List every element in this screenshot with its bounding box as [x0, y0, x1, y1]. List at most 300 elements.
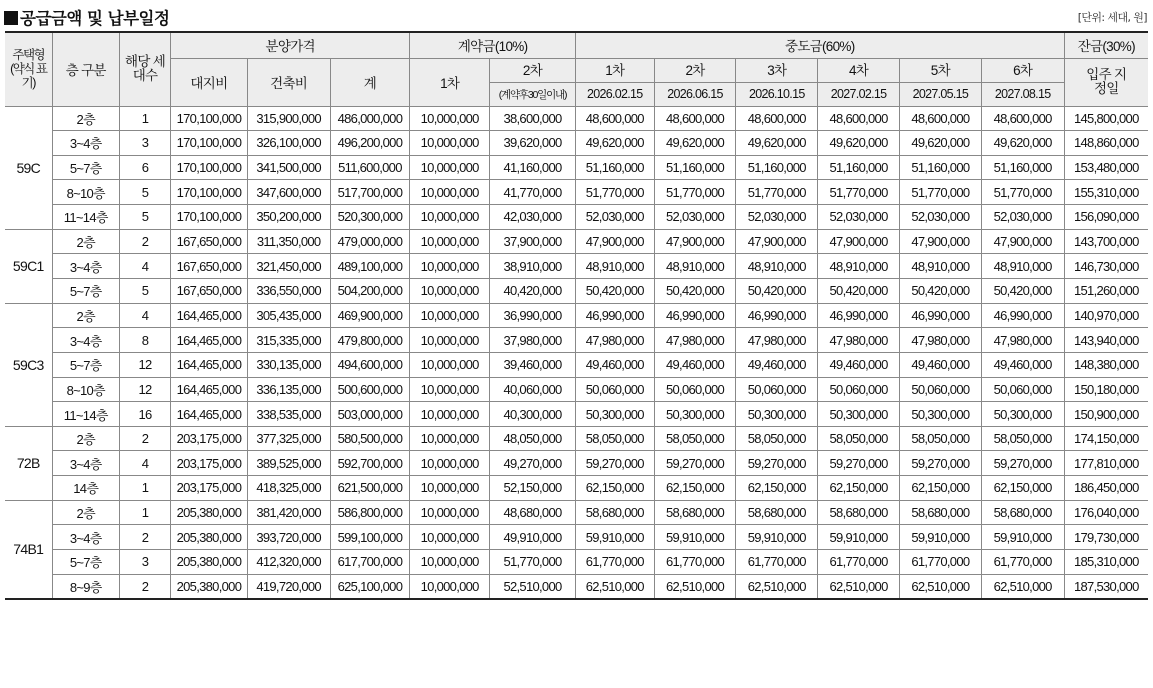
- middle-1-cell: 48,600,000: [575, 106, 654, 131]
- deposit-2-cell: 48,680,000: [490, 500, 576, 525]
- building-cost-cell: 336,550,000: [247, 278, 330, 303]
- middle-6-cell: 47,980,000: [981, 328, 1064, 353]
- balance-cell: 187,530,000: [1064, 574, 1148, 599]
- deposit-1-cell: 10,000,000: [410, 500, 490, 525]
- land-cost-cell: 164,465,000: [171, 352, 248, 377]
- middle-4-cell: 47,900,000: [818, 229, 900, 254]
- deposit-1-cell: 10,000,000: [410, 278, 490, 303]
- middle-1-cell: 50,060,000: [575, 377, 654, 402]
- unit-count-cell: 12: [119, 377, 170, 402]
- floor-cell: 3~4층: [52, 525, 119, 550]
- deposit-1-cell: 10,000,000: [410, 402, 490, 427]
- middle-2-cell: 58,680,000: [654, 500, 736, 525]
- table-row: [5, 525, 1148, 550]
- land-cost-cell: 167,650,000: [171, 278, 248, 303]
- middle-2-cell: 59,910,000: [654, 525, 736, 550]
- middle-6-cell: 48,910,000: [981, 254, 1064, 279]
- balance-cell: 143,700,000: [1064, 229, 1148, 254]
- header-middle-3: 3차: [736, 58, 818, 82]
- middle-4-cell: 59,910,000: [818, 525, 900, 550]
- balance-cell: 143,940,000: [1064, 328, 1148, 353]
- deposit-2-cell: 41,160,000: [490, 155, 576, 180]
- land-cost-cell: 164,465,000: [171, 303, 248, 328]
- deposit-1-cell: 10,000,000: [410, 525, 490, 550]
- table-row: [5, 131, 1148, 156]
- deposit-2-cell: 39,620,000: [490, 131, 576, 156]
- header-middle-1-date: 2026.02.15: [575, 82, 654, 106]
- middle-4-cell: 62,510,000: [818, 574, 900, 599]
- balance-cell: 145,800,000: [1064, 106, 1148, 131]
- total-cell: 580,500,000: [330, 426, 410, 451]
- land-cost-cell: 205,380,000: [171, 574, 248, 599]
- building-cost-cell: 326,100,000: [247, 131, 330, 156]
- total-cell: 617,700,000: [330, 550, 410, 575]
- middle-3-cell: 48,600,000: [736, 106, 818, 131]
- balance-cell: 177,810,000: [1064, 451, 1148, 476]
- unit-count-cell: 12: [119, 352, 170, 377]
- floor-cell: 2층: [52, 106, 119, 131]
- land-cost-cell: 170,100,000: [171, 155, 248, 180]
- building-cost-cell: 377,325,000: [247, 426, 330, 451]
- middle-4-cell: 58,050,000: [818, 426, 900, 451]
- middle-1-cell: 51,770,000: [575, 180, 654, 205]
- middle-1-cell: 52,030,000: [575, 205, 654, 230]
- middle-5-cell: 51,160,000: [899, 155, 981, 180]
- total-cell: 496,200,000: [330, 131, 410, 156]
- floor-cell: 3~4층: [52, 131, 119, 156]
- floor-cell: 3~4층: [52, 451, 119, 476]
- total-cell: 500,600,000: [330, 377, 410, 402]
- header-middle-2: 2차: [654, 58, 736, 82]
- header-deposit-2: 2차: [490, 58, 576, 82]
- table-row: [5, 550, 1148, 575]
- floor-cell: 5~7층: [52, 352, 119, 377]
- header-balance-sub: 입주 지정일: [1064, 58, 1148, 106]
- middle-5-cell: 51,770,000: [899, 180, 981, 205]
- middle-2-cell: 59,270,000: [654, 451, 736, 476]
- floor-cell: 8~9층: [52, 574, 119, 599]
- building-cost-cell: 412,320,000: [247, 550, 330, 575]
- middle-2-cell: 47,900,000: [654, 229, 736, 254]
- unit-count-cell: 1: [119, 106, 170, 131]
- table-row: [5, 352, 1148, 377]
- middle-4-cell: 50,420,000: [818, 278, 900, 303]
- middle-1-cell: 62,150,000: [575, 476, 654, 501]
- middle-2-cell: 62,150,000: [654, 476, 736, 501]
- deposit-2-cell: 49,910,000: [490, 525, 576, 550]
- middle-2-cell: 48,600,000: [654, 106, 736, 131]
- square-bullet-icon: [4, 11, 18, 25]
- middle-4-cell: 50,060,000: [818, 377, 900, 402]
- land-cost-cell: 203,175,000: [171, 426, 248, 451]
- total-cell: 511,600,000: [330, 155, 410, 180]
- table-row: [5, 180, 1148, 205]
- middle-5-cell: 50,300,000: [899, 402, 981, 427]
- middle-2-cell: 49,620,000: [654, 131, 736, 156]
- total-cell: 517,700,000: [330, 180, 410, 205]
- unit-count-cell: 2: [119, 574, 170, 599]
- deposit-2-cell: 42,030,000: [490, 205, 576, 230]
- balance-cell: 176,040,000: [1064, 500, 1148, 525]
- middle-2-cell: 62,510,000: [654, 574, 736, 599]
- land-cost-cell: 170,100,000: [171, 131, 248, 156]
- unit-count-cell: 2: [119, 525, 170, 550]
- middle-1-cell: 49,460,000: [575, 352, 654, 377]
- deposit-2-cell: 38,600,000: [490, 106, 576, 131]
- building-cost-cell: 330,135,000: [247, 352, 330, 377]
- unit-count-cell: 8: [119, 328, 170, 353]
- middle-3-cell: 48,910,000: [736, 254, 818, 279]
- middle-1-cell: 59,910,000: [575, 525, 654, 550]
- middle-6-cell: 61,770,000: [981, 550, 1064, 575]
- middle-1-cell: 58,050,000: [575, 426, 654, 451]
- building-cost-cell: 350,200,000: [247, 205, 330, 230]
- middle-1-cell: 61,770,000: [575, 550, 654, 575]
- page-title-text: 공급금액 및 납부일정: [20, 9, 170, 28]
- middle-6-cell: 49,620,000: [981, 131, 1064, 156]
- building-cost-cell: 315,900,000: [247, 106, 330, 131]
- land-cost-cell: 205,380,000: [171, 500, 248, 525]
- middle-3-cell: 50,300,000: [736, 402, 818, 427]
- building-cost-cell: 315,335,000: [247, 328, 330, 353]
- land-cost-cell: 164,465,000: [171, 328, 248, 353]
- middle-1-cell: 62,510,000: [575, 574, 654, 599]
- deposit-2-cell: 40,300,000: [490, 402, 576, 427]
- title-bar: [0, 0, 1153, 30]
- floor-cell: 5~7층: [52, 278, 119, 303]
- unit-count-cell: 4: [119, 451, 170, 476]
- building-cost-cell: 419,720,000: [247, 574, 330, 599]
- middle-2-cell: 50,300,000: [654, 402, 736, 427]
- header-building-cost: 건축비: [247, 58, 330, 106]
- land-cost-cell: 170,100,000: [171, 180, 248, 205]
- building-cost-cell: 341,500,000: [247, 155, 330, 180]
- deposit-2-cell: 52,150,000: [490, 476, 576, 501]
- middle-6-cell: 50,060,000: [981, 377, 1064, 402]
- header-price-group: 분양가격: [171, 32, 410, 58]
- deposit-1-cell: 10,000,000: [410, 254, 490, 279]
- middle-4-cell: 48,910,000: [818, 254, 900, 279]
- balance-cell: 150,900,000: [1064, 402, 1148, 427]
- middle-3-cell: 49,620,000: [736, 131, 818, 156]
- middle-4-cell: 49,460,000: [818, 352, 900, 377]
- middle-1-cell: 47,900,000: [575, 229, 654, 254]
- table-row: [5, 303, 1148, 328]
- deposit-2-cell: 37,980,000: [490, 328, 576, 353]
- deposit-2-cell: 37,900,000: [490, 229, 576, 254]
- header-house-type: 주택형 (약식 표기): [5, 32, 52, 106]
- deposit-1-cell: 10,000,000: [410, 574, 490, 599]
- middle-3-cell: 51,160,000: [736, 155, 818, 180]
- middle-2-cell: 58,050,000: [654, 426, 736, 451]
- balance-cell: 153,480,000: [1064, 155, 1148, 180]
- middle-5-cell: 52,030,000: [899, 205, 981, 230]
- floor-cell: 11~14층: [52, 205, 119, 230]
- building-cost-cell: 321,450,000: [247, 254, 330, 279]
- floor-cell: 11~14층: [52, 402, 119, 427]
- building-cost-cell: 311,350,000: [247, 229, 330, 254]
- total-cell: 494,600,000: [330, 352, 410, 377]
- unit-count-cell: 1: [119, 500, 170, 525]
- header-middle-5-date: 2027.05.15: [899, 82, 981, 106]
- deposit-1-cell: 10,000,000: [410, 303, 490, 328]
- middle-5-cell: 47,980,000: [899, 328, 981, 353]
- floor-cell: 3~4층: [52, 254, 119, 279]
- middle-4-cell: 58,680,000: [818, 500, 900, 525]
- deposit-1-cell: 10,000,000: [410, 426, 490, 451]
- deposit-1-cell: 10,000,000: [410, 155, 490, 180]
- floor-cell: 3~4층: [52, 328, 119, 353]
- middle-3-cell: 47,900,000: [736, 229, 818, 254]
- total-cell: 592,700,000: [330, 451, 410, 476]
- middle-5-cell: 48,910,000: [899, 254, 981, 279]
- middle-5-cell: 61,770,000: [899, 550, 981, 575]
- middle-4-cell: 46,990,000: [818, 303, 900, 328]
- middle-2-cell: 46,990,000: [654, 303, 736, 328]
- middle-1-cell: 48,910,000: [575, 254, 654, 279]
- deposit-2-cell: 40,420,000: [490, 278, 576, 303]
- floor-cell: 14층: [52, 476, 119, 501]
- deposit-1-cell: 10,000,000: [410, 328, 490, 353]
- house-type-cell: 74B1: [5, 500, 52, 599]
- middle-1-cell: 59,270,000: [575, 451, 654, 476]
- middle-4-cell: 49,620,000: [818, 131, 900, 156]
- building-cost-cell: 389,525,000: [247, 451, 330, 476]
- total-cell: 520,300,000: [330, 205, 410, 230]
- balance-cell: 140,970,000: [1064, 303, 1148, 328]
- floor-cell: 2층: [52, 426, 119, 451]
- land-cost-cell: 203,175,000: [171, 476, 248, 501]
- middle-4-cell: 51,160,000: [818, 155, 900, 180]
- middle-3-cell: 52,030,000: [736, 205, 818, 230]
- middle-3-cell: 58,680,000: [736, 500, 818, 525]
- land-cost-cell: 164,465,000: [171, 402, 248, 427]
- middle-5-cell: 62,150,000: [899, 476, 981, 501]
- header-unit-count: 해당 세대수: [119, 32, 170, 106]
- floor-cell: 8~10층: [52, 180, 119, 205]
- table-row: [5, 426, 1148, 451]
- middle-5-cell: 50,420,000: [899, 278, 981, 303]
- deposit-2-cell: 41,770,000: [490, 180, 576, 205]
- middle-4-cell: 61,770,000: [818, 550, 900, 575]
- building-cost-cell: 347,600,000: [247, 180, 330, 205]
- floor-cell: 2층: [52, 500, 119, 525]
- deposit-2-cell: 52,510,000: [490, 574, 576, 599]
- middle-1-cell: 50,420,000: [575, 278, 654, 303]
- middle-6-cell: 51,160,000: [981, 155, 1064, 180]
- middle-5-cell: 47,900,000: [899, 229, 981, 254]
- middle-4-cell: 50,300,000: [818, 402, 900, 427]
- table-row: [5, 205, 1148, 230]
- table-row: [5, 451, 1148, 476]
- unit-count-cell: 5: [119, 180, 170, 205]
- header-middle-2-date: 2026.06.15: [654, 82, 736, 106]
- land-cost-cell: 170,100,000: [171, 106, 248, 131]
- header-balance-group: 잔금(30%): [1064, 32, 1148, 58]
- balance-cell: 174,150,000: [1064, 426, 1148, 451]
- balance-cell: 185,310,000: [1064, 550, 1148, 575]
- middle-1-cell: 47,980,000: [575, 328, 654, 353]
- table-row: [5, 476, 1148, 501]
- deposit-2-cell: 49,270,000: [490, 451, 576, 476]
- total-cell: 479,800,000: [330, 328, 410, 353]
- middle-4-cell: 59,270,000: [818, 451, 900, 476]
- unit-count-cell: 16: [119, 402, 170, 427]
- total-cell: 469,900,000: [330, 303, 410, 328]
- middle-6-cell: 50,300,000: [981, 402, 1064, 427]
- floor-cell: 5~7층: [52, 550, 119, 575]
- balance-cell: 146,730,000: [1064, 254, 1148, 279]
- middle-3-cell: 51,770,000: [736, 180, 818, 205]
- middle-6-cell: 62,150,000: [981, 476, 1064, 501]
- header-middle-4: 4차: [818, 58, 900, 82]
- deposit-2-cell: 51,770,000: [490, 550, 576, 575]
- building-cost-cell: 418,325,000: [247, 476, 330, 501]
- middle-3-cell: 49,460,000: [736, 352, 818, 377]
- deposit-2-cell: 39,460,000: [490, 352, 576, 377]
- balance-cell: 186,450,000: [1064, 476, 1148, 501]
- total-cell: 625,100,000: [330, 574, 410, 599]
- total-cell: 599,100,000: [330, 525, 410, 550]
- middle-2-cell: 51,160,000: [654, 155, 736, 180]
- page-title: [4, 5, 169, 29]
- total-cell: 586,800,000: [330, 500, 410, 525]
- unit-note: [단위: 세대, 원]: [1077, 11, 1147, 24]
- middle-4-cell: 52,030,000: [818, 205, 900, 230]
- middle-5-cell: 50,060,000: [899, 377, 981, 402]
- middle-3-cell: 46,990,000: [736, 303, 818, 328]
- middle-2-cell: 47,980,000: [654, 328, 736, 353]
- house-type-cell: 59C: [5, 106, 52, 229]
- land-cost-cell: 205,380,000: [171, 525, 248, 550]
- header-total: 계: [330, 58, 410, 106]
- deposit-2-cell: 38,910,000: [490, 254, 576, 279]
- table-row: [5, 402, 1148, 427]
- land-cost-cell: 170,100,000: [171, 205, 248, 230]
- table-row: [5, 254, 1148, 279]
- middle-5-cell: 59,910,000: [899, 525, 981, 550]
- floor-cell: 8~10층: [52, 377, 119, 402]
- floor-cell: 5~7층: [52, 155, 119, 180]
- header-middle-4-date: 2027.02.15: [818, 82, 900, 106]
- table-row: [5, 328, 1148, 353]
- house-type-cell: 59C3: [5, 303, 52, 426]
- table-row: [5, 155, 1148, 180]
- header-middle-6-date: 2027.08.15: [981, 82, 1064, 106]
- middle-3-cell: 59,910,000: [736, 525, 818, 550]
- middle-6-cell: 47,900,000: [981, 229, 1064, 254]
- middle-5-cell: 59,270,000: [899, 451, 981, 476]
- middle-6-cell: 62,510,000: [981, 574, 1064, 599]
- unit-count-cell: 2: [119, 426, 170, 451]
- middle-2-cell: 61,770,000: [654, 550, 736, 575]
- land-cost-cell: 167,650,000: [171, 254, 248, 279]
- middle-1-cell: 51,160,000: [575, 155, 654, 180]
- middle-3-cell: 50,060,000: [736, 377, 818, 402]
- header-middle-1: 1차: [575, 58, 654, 82]
- total-cell: 503,000,000: [330, 402, 410, 427]
- house-type-cell: 72B: [5, 426, 52, 500]
- unit-count-cell: 1: [119, 476, 170, 501]
- middle-4-cell: 51,770,000: [818, 180, 900, 205]
- middle-6-cell: 49,460,000: [981, 352, 1064, 377]
- balance-cell: 156,090,000: [1064, 205, 1148, 230]
- total-cell: 479,000,000: [330, 229, 410, 254]
- header-middle-6: 6차: [981, 58, 1064, 82]
- middle-4-cell: 62,150,000: [818, 476, 900, 501]
- deposit-2-cell: 40,060,000: [490, 377, 576, 402]
- total-cell: 489,100,000: [330, 254, 410, 279]
- table-row: [5, 500, 1148, 525]
- unit-count-cell: 4: [119, 254, 170, 279]
- building-cost-cell: 393,720,000: [247, 525, 330, 550]
- header-middle-group: 중도금(60%): [575, 32, 1064, 58]
- middle-6-cell: 51,770,000: [981, 180, 1064, 205]
- land-cost-cell: 205,380,000: [171, 550, 248, 575]
- middle-4-cell: 47,980,000: [818, 328, 900, 353]
- building-cost-cell: 336,135,000: [247, 377, 330, 402]
- middle-6-cell: 59,910,000: [981, 525, 1064, 550]
- middle-6-cell: 59,270,000: [981, 451, 1064, 476]
- middle-3-cell: 62,510,000: [736, 574, 818, 599]
- building-cost-cell: 305,435,000: [247, 303, 330, 328]
- balance-cell: 179,730,000: [1064, 525, 1148, 550]
- unit-count-cell: 5: [119, 205, 170, 230]
- deposit-1-cell: 10,000,000: [410, 229, 490, 254]
- total-cell: 621,500,000: [330, 476, 410, 501]
- table-row: [5, 229, 1148, 254]
- header-middle-3-date: 2026.10.15: [736, 82, 818, 106]
- middle-6-cell: 52,030,000: [981, 205, 1064, 230]
- deposit-1-cell: 10,000,000: [410, 352, 490, 377]
- balance-cell: 150,180,000: [1064, 377, 1148, 402]
- middle-5-cell: 49,460,000: [899, 352, 981, 377]
- deposit-1-cell: 10,000,000: [410, 451, 490, 476]
- middle-3-cell: 50,420,000: [736, 278, 818, 303]
- middle-2-cell: 50,420,000: [654, 278, 736, 303]
- unit-count-cell: 3: [119, 550, 170, 575]
- middle-2-cell: 51,770,000: [654, 180, 736, 205]
- middle-6-cell: 50,420,000: [981, 278, 1064, 303]
- table-head: [5, 32, 1148, 106]
- balance-cell: 151,260,000: [1064, 278, 1148, 303]
- payment-schedule-table: [5, 31, 1148, 600]
- table-row: [5, 106, 1148, 131]
- middle-2-cell: 50,060,000: [654, 377, 736, 402]
- middle-1-cell: 49,620,000: [575, 131, 654, 156]
- land-cost-cell: 164,465,000: [171, 377, 248, 402]
- deposit-1-cell: 10,000,000: [410, 377, 490, 402]
- middle-6-cell: 48,600,000: [981, 106, 1064, 131]
- unit-count-cell: 6: [119, 155, 170, 180]
- middle-5-cell: 58,050,000: [899, 426, 981, 451]
- header-deposit-1: 1차: [410, 58, 490, 106]
- middle-5-cell: 62,510,000: [899, 574, 981, 599]
- header-deposit-group: 계약금(10%): [410, 32, 576, 58]
- floor-cell: 2층: [52, 303, 119, 328]
- deposit-2-cell: 36,990,000: [490, 303, 576, 328]
- middle-2-cell: 52,030,000: [654, 205, 736, 230]
- house-type-cell: 59C1: [5, 229, 52, 303]
- middle-6-cell: 58,050,000: [981, 426, 1064, 451]
- middle-3-cell: 59,270,000: [736, 451, 818, 476]
- deposit-1-cell: 10,000,000: [410, 180, 490, 205]
- land-cost-cell: 167,650,000: [171, 229, 248, 254]
- building-cost-cell: 381,420,000: [247, 500, 330, 525]
- middle-3-cell: 61,770,000: [736, 550, 818, 575]
- table-row: [5, 377, 1148, 402]
- table-row: [5, 278, 1148, 303]
